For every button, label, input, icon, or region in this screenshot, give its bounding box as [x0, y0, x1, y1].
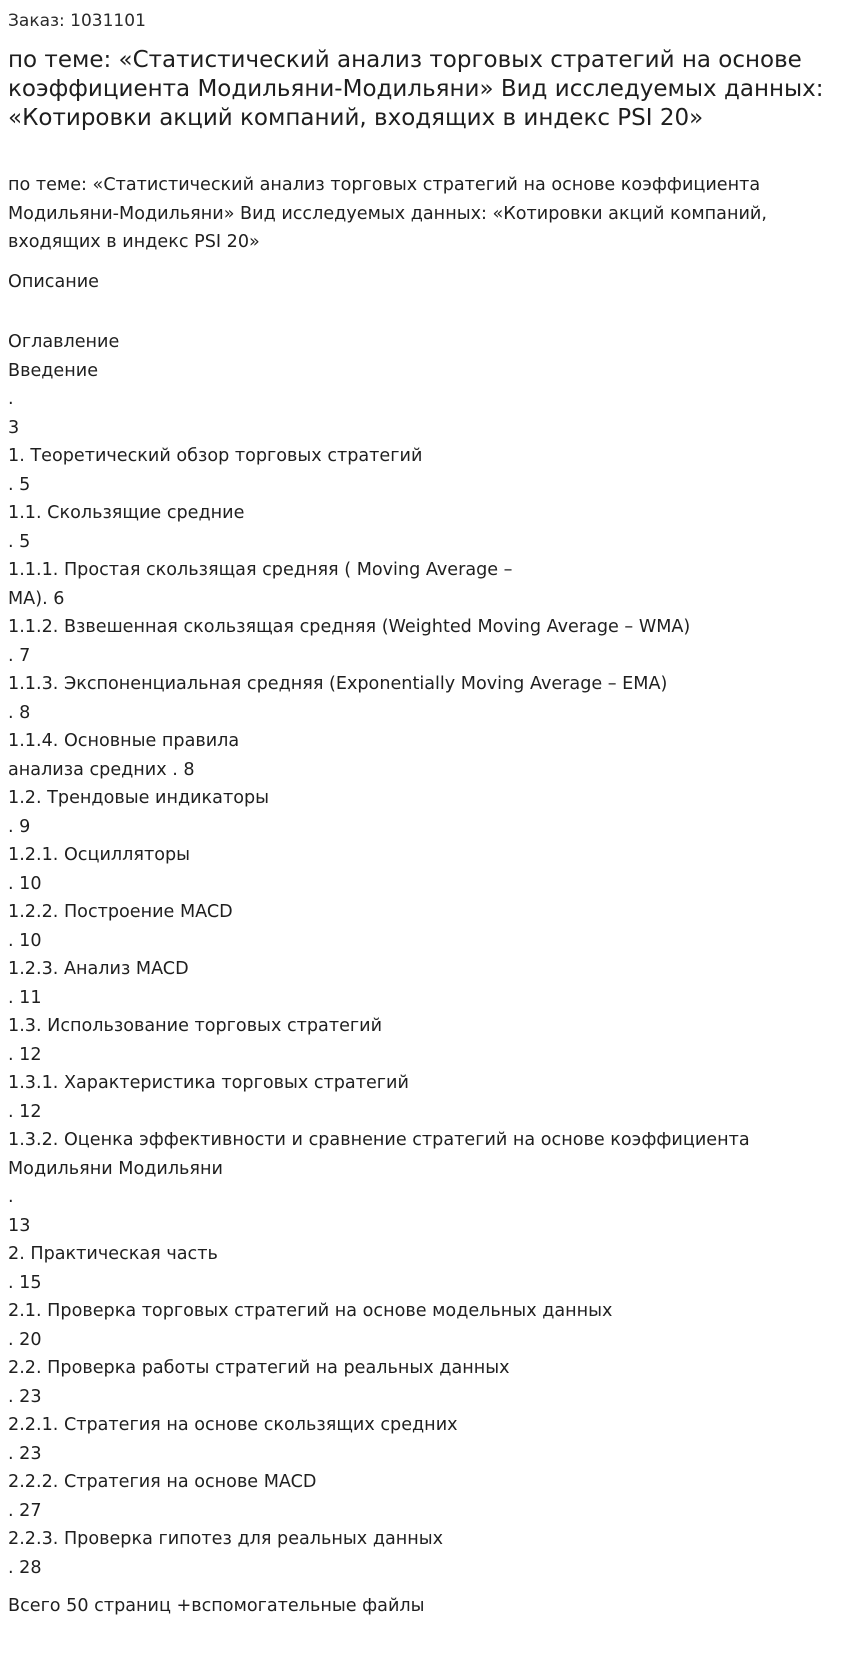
toc-line: 1.3.1. Характеристика торговых стратегий: [8, 1073, 409, 1093]
toc-line: 1.1.1. Простая скользящая средняя ( Moving Average –: [8, 560, 513, 580]
toc-line: . 8: [8, 702, 31, 723]
toc-line: . 12: [8, 1101, 42, 1122]
page-count-footer: Всего 50 страниц +вспомогательные файлы: [8, 1596, 425, 1616]
toc-line: 1.3. Использование торговых стратегий: [8, 1016, 383, 1036]
toc-line: . 28: [8, 1557, 42, 1578]
toc-line: . 23: [8, 1443, 42, 1464]
toc-line: 1.2. Трендовые индикаторы: [8, 788, 270, 808]
toc-line: 1.2.3. Анализ MACD: [8, 959, 189, 979]
toc-line: 2.1. Проверка торговых стратегий на основе модельных данных: [8, 1301, 613, 1321]
toc-line: . 12: [8, 1044, 42, 1065]
toc-line: 1.1.4. Основные правила: [8, 731, 240, 751]
subtitle-line: Модильяни-Модильяни» Вид исследуемых данных: «Котировки акций компаний,: [8, 203, 767, 224]
toc-line: . 20: [8, 1329, 42, 1350]
subtitle-line: по теме: «Статистический анализ торговых стратегий на основе коэффициента: [8, 175, 761, 195]
toc-line: MA). 6: [8, 588, 65, 609]
order-number: Заказ: 1031101: [8, 11, 146, 31]
toc-line: . 5: [8, 474, 31, 495]
toc-line: анализа средних . 8: [8, 759, 195, 780]
document-title: по теме: «Статистический анализ торговых стратегий на основе коэффициента Модильяни-Модильяни» Вид исследуемых данных: «Котировки акций компаний, входящих в индекс PSI 20»: [8, 47, 824, 131]
toc-line: Модильяни Модильяни: [8, 1158, 223, 1179]
toc-line: 2.2.1. Стратегия на основе скользящих средних: [8, 1415, 458, 1435]
document-subtitle: [8, 171, 843, 257]
toc-line: 3: [8, 417, 20, 438]
toc-line: 2. Практическая часть: [8, 1244, 218, 1264]
toc-heading: Оглавление: [8, 332, 120, 352]
toc-line: 1.2.2. Построение MACD: [8, 902, 233, 922]
toc-line: Введение: [8, 360, 99, 381]
toc-line: . 11: [8, 987, 42, 1008]
toc-line: 1.2.1. Осцилляторы: [8, 845, 191, 865]
toc-line: . 23: [8, 1386, 42, 1407]
toc-line: . 27: [8, 1500, 42, 1521]
toc-line: . 5: [8, 531, 31, 552]
description-label: Описание: [8, 272, 100, 292]
toc-line: . 10: [8, 930, 42, 951]
toc-line: .: [8, 1187, 14, 1207]
toc-line: .: [8, 389, 14, 409]
toc-line: 13: [8, 1215, 31, 1236]
toc-line: 2.2.2. Стратегия на основе MACD: [8, 1472, 317, 1492]
toc-line: . 9: [8, 816, 31, 837]
toc-line: . 10: [8, 873, 42, 894]
toc-line: 2.2.3. Проверка гипотез для реальных данных: [8, 1529, 444, 1549]
toc-line: 1.1.3. Экспоненциальная средняя (Exponentially Moving Average – EMA): [8, 674, 668, 694]
table-of-contents: [8, 328, 843, 1582]
toc-line: 1.3.2. Оценка эффективности и сравнение стратегий на основе коэффициента: [8, 1130, 750, 1150]
subtitle-line: входящих в индекс PSI 20»: [8, 232, 260, 252]
toc-line: 2.2. Проверка работы стратегий на реальных данных: [8, 1358, 510, 1378]
toc-line: . 15: [8, 1272, 42, 1293]
toc-line: 1. Теоретический обзор торговых стратегий: [8, 446, 423, 466]
toc-line: 1.1. Скользящие средние: [8, 503, 245, 523]
toc-line: . 7: [8, 645, 31, 666]
toc-line: 1.1.2. Взвешенная скользящая средняя (Weighted Moving Average – WMA): [8, 617, 691, 637]
